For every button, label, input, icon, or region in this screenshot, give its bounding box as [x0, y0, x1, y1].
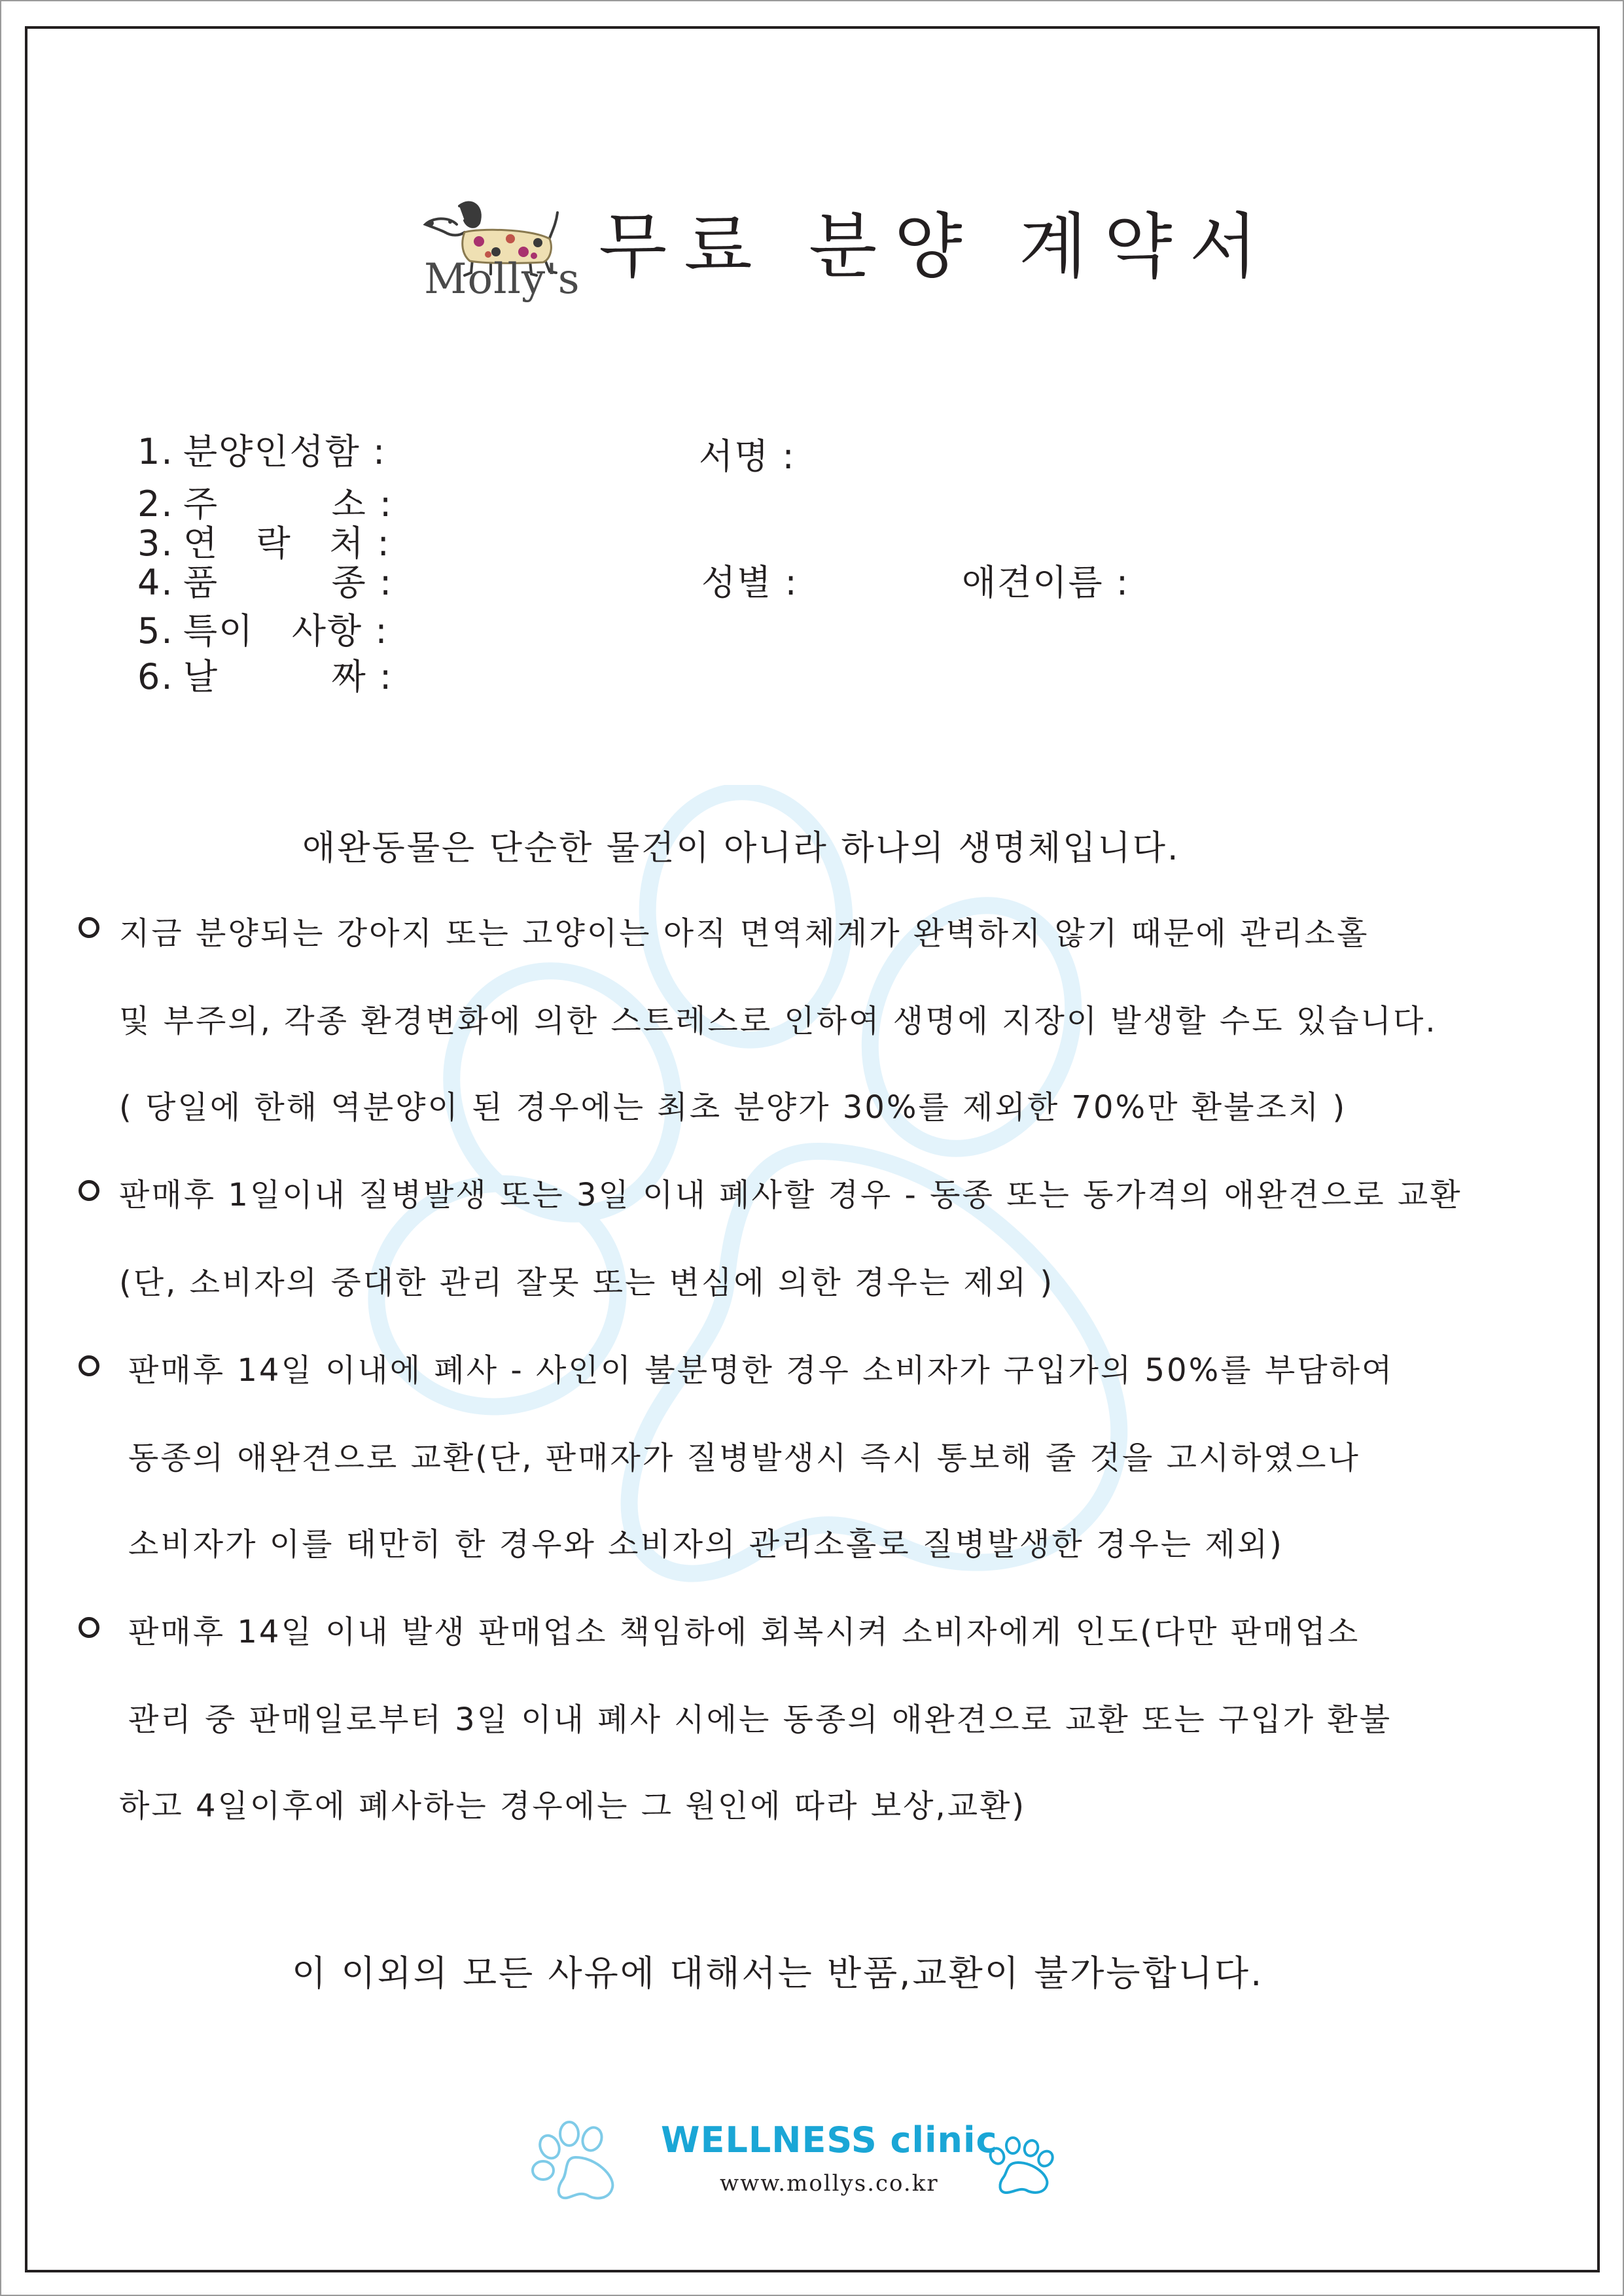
field-breed [137, 555, 393, 605]
wellness-clinic-brand: WELLNESS clinic [661, 2119, 998, 2161]
clause-line: 판매후 14일 이내 발생 판매업소 책임하에 회복시켜 소비자에게 인도(다만 판매업소 [128, 1614, 1360, 1650]
field-label: 품 종 : [183, 562, 393, 603]
clause-line: 판매후 14일 이내에 폐사 - 사인이 불분명한 경우 소비자가 구입가의 50%를 부담하여 [128, 1352, 1394, 1389]
field-number: 5. [137, 610, 174, 652]
field-notes [137, 603, 389, 653]
clause-line: 관리 중 판매일로부터 3일 이내 폐사 시에는 동종의 애완견으로 교환 또는 구입가 환불 [128, 1701, 1392, 1738]
clause-line: 및 부주의, 각종 환경변화에 의한 스트레스로 인하여 생명에 지장이 발생할 수도 있습니다. [119, 1003, 1438, 1039]
clause-line: 하고 4일이후에 폐사하는 경우에는 그 원인에 따라 보상,교환) [119, 1788, 1027, 1824]
headline: 애완동물은 단순한 물건이 아니라 하나의 생명체입니다. [302, 829, 1180, 868]
field-number: 3. [137, 523, 174, 564]
page-title: 무료 분양 계약서 [599, 206, 1275, 288]
bullet-icon [79, 917, 99, 938]
bullet-icon [79, 1617, 99, 1638]
signature-label: 서명 : [699, 436, 796, 477]
field-label: 주 소 : [183, 483, 393, 525]
field-label: 특이 사항 : [183, 610, 389, 652]
field-label: 분양인성함 : [183, 431, 387, 472]
clause-line: 지금 분양되는 강아지 또는 고양이는 아직 면역체계가 완벽하지 않기 때문에 관리소홀 [119, 915, 1369, 952]
paw-left-icon [530, 2119, 628, 2204]
paw-right-icon [987, 2136, 1060, 2197]
bullet-icon [79, 1355, 99, 1376]
field-label: 날 짜 : [183, 656, 393, 697]
website-url[interactable]: www.mollys.co.kr [720, 2170, 939, 2197]
field-number: 4. [137, 562, 174, 603]
clause-line: 동종의 애완견으로 교환(단, 판매자가 질병발생시 즉시 통보해 줄 것을 고시하였으나 [128, 1440, 1360, 1476]
logo-text: Molly's [424, 255, 580, 304]
gender-label: 성별 : [701, 562, 798, 603]
field-number: 2. [137, 483, 174, 525]
dog-name-label: 애견이름 : [962, 562, 1130, 603]
clause-line: (단, 소비자의 중대한 관리 잘못 또는 변심에 의한 경우는 제외 ) [119, 1264, 1055, 1301]
field-number: 6. [137, 656, 174, 697]
field-applicant-name [137, 424, 386, 474]
field-number: 1. [137, 431, 174, 472]
clause-line: ( 당일에 한해 역분양이 된 경우에는 최초 분양가 30%를 제외한 70%만 환불조치 ) [119, 1089, 1347, 1126]
field-label: 연 락 처 : [183, 523, 391, 564]
clause-line: 판매후 1일이내 질병발생 또는 3일 이내 폐사할 경우 - 동종 또는 동가격의 애완견으로 교환 [119, 1177, 1462, 1213]
closing-statement: 이 이외의 모든 사유에 대해서는 반품,교환이 불가능합니다. [292, 1953, 1264, 1994]
bullet-icon [79, 1180, 99, 1201]
field-date [137, 649, 393, 699]
clause-line: 소비자가 이를 태만히 한 경우와 소비자의 관리소홀로 질병발생한 경우는 제외) [128, 1526, 1284, 1563]
